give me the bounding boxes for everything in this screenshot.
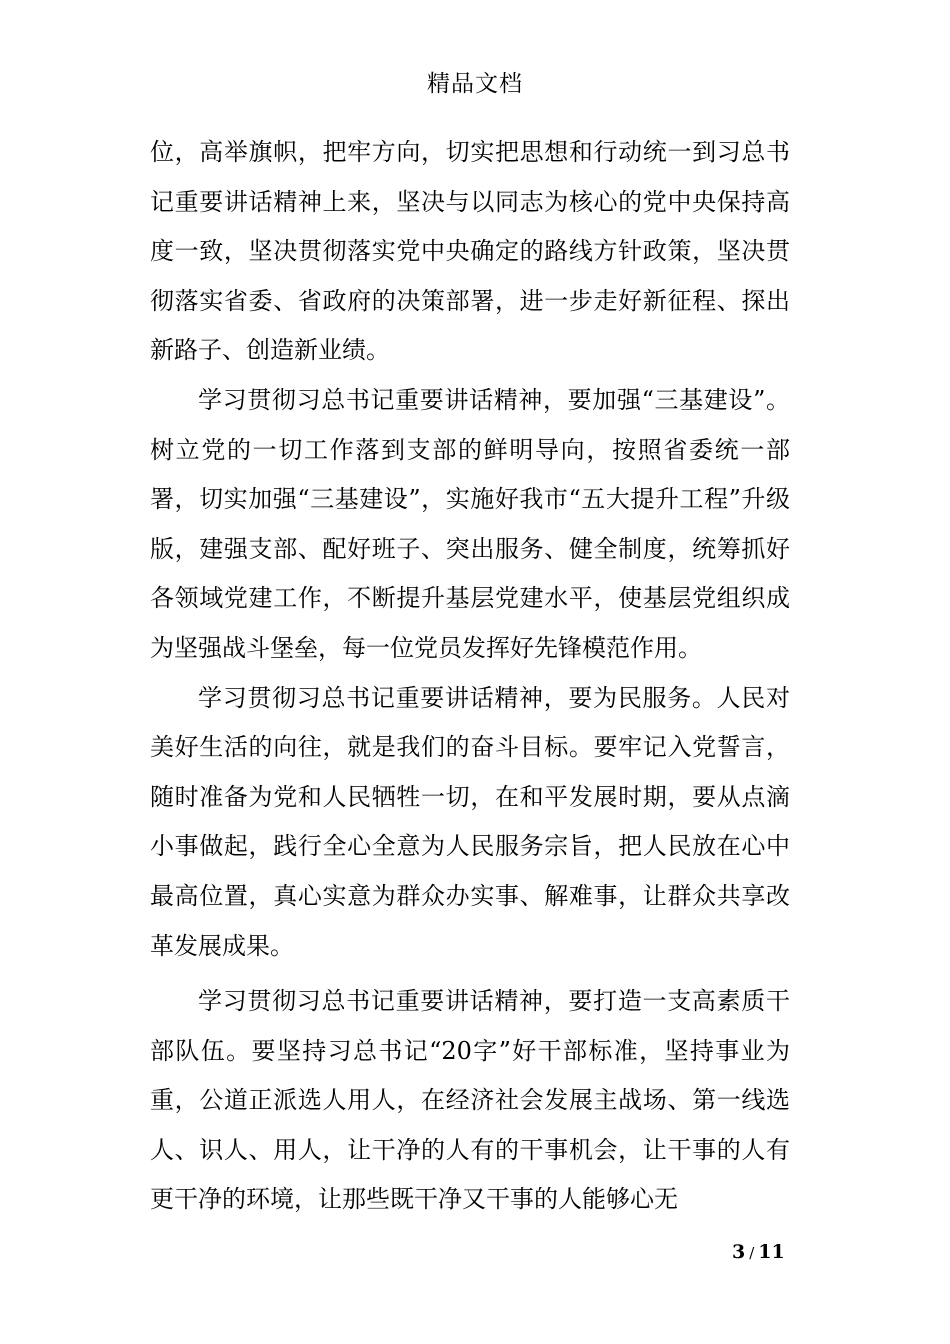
total-pages-number: 11 xyxy=(758,1241,785,1263)
current-page-number: 3 xyxy=(732,1241,746,1263)
paragraph-3: 学习贯彻习总书记重要讲话精神，要为民服务。人民对美好生活的向往，就是我们的奋斗目标。要牢记入党誓言，随时准备为党和人民牺牲一切，在和平发展时期，要从点滴小事做起，践行全心全意为人民服务宗旨，把人民放在心中最高位置，真心实意为群众办实事、解难事，让群众共享改革发展成果。 xyxy=(150,683,790,960)
page-header-title: 精品文档 xyxy=(427,71,523,97)
paragraph-4: 学习贯彻习总书记重要讲话精神，要打造一支高素质干部队伍。要坚持习总书记“20字”好干部标准，坚持事业为重，公道正派选人用人，在经济社会发展主战场、第一线选人、识人、用人，让干净的人有的干事机会，让干事的人有更干净的环境，让那些既干净又干事的人能够心无 xyxy=(150,987,790,1214)
page-separator: / xyxy=(749,1244,755,1262)
document-body xyxy=(150,128,790,1225)
paragraph-2: 学习贯彻习总书记重要讲话精神，要加强“三基建设”。树立党的一切工作落到支部的鲜明导向，按照省委统一部署，切实加强“三基建设”，实施好我市“五大提升工程”升级版，建强支部、配好班子、突出服务、健全制度，统筹抓好各领域党建工作，不断提升基层党建水平，使基层党组织成为坚强战斗堡垒，每一位党员发挥好先锋模范作用。 xyxy=(150,385,790,662)
page-number xyxy=(732,1240,785,1265)
paragraph-1: 位，高举旗帜，把牢方向，切实把思想和行动统一到习总书记重要讲话精神上来，坚决与以同志为核心的党中央保持高度一致，坚决贯彻落实党中央确定的路线方针政策，坚决贯彻落实省委、省政府的决策部署，进一步走好新征程、探出新路子、创造新业绩。 xyxy=(150,138,790,365)
